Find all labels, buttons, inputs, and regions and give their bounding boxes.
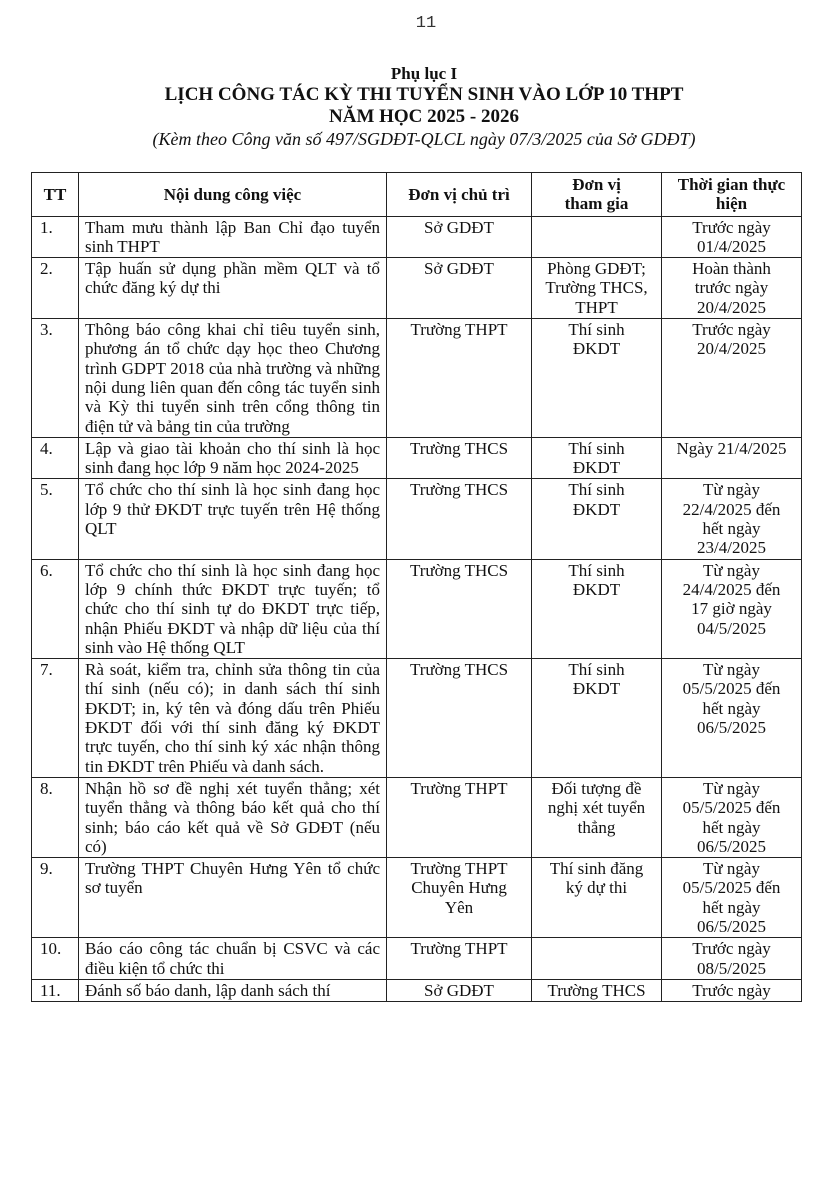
table-row [32,659,802,778]
organizer-cell: Trường THCS [387,659,532,778]
time-cell: Từ ngày 22/4/2025 đến hết ngày 23/4/2025 [662,479,802,559]
organizer-cell: Sở GDĐT [387,216,532,258]
column-header-tt: TT [32,173,79,217]
table-row [32,258,802,319]
time-cell: Từ ngày 05/5/2025 đến hết ngày 06/5/2025 [662,858,802,938]
schedule-table [31,172,802,1002]
organizer-cell: Trường THCS [387,559,532,658]
task-content-cell: Thông báo công khai chỉ tiêu tuyển sinh, phương án tổ chức dạy học theo Chương trình GDPT 2018 của nhà trường và những nội dung liên quan đến công tác tuyển sinh và Kỳ thi tuyển sinh trên cổng thông tin điện tử và bảng tin của trường [79,319,387,438]
table-row [32,938,802,980]
row-number-cell: 9. [32,858,79,938]
row-number-cell: 6. [32,559,79,658]
participants-cell: Thí sinh ĐKDT [532,659,662,778]
participants-cell [532,938,662,980]
task-content-cell: Tổ chức cho thí sinh là học sinh đang học lớp 9 chính thức ĐKDT trực tuyến; tổ chức cho thí sinh tự do ĐKDT trực tiếp, nhận Phiếu ĐKDT và nhập dữ liệu của thí sinh vào Hệ thống QLT [79,559,387,658]
participants-cell: Trường THCS [532,979,662,1001]
row-number-cell: 4. [32,437,79,479]
organizer-cell: Trường THPT [387,777,532,857]
organizer-cell: Trường THPT Chuyên Hưng Yên [387,858,532,938]
time-cell: Trước ngày 20/4/2025 [662,319,802,438]
table-row [32,777,802,857]
organizer-cell: Trường THCS [387,437,532,479]
column-header-content: Nội dung công việc [79,173,387,217]
task-content-cell: Nhận hồ sơ đề nghị xét tuyển thẳng; xét tuyển thẳng và thông báo kết quả cho thí sinh; báo cáo kết quả về Sở GDĐT (nếu có) [79,777,387,857]
organizer-cell: Sở GDĐT [387,979,532,1001]
table-row [32,979,802,1001]
task-content-cell: Tổ chức cho thí sinh là học sinh đang học lớp 9 thử ĐKDT trực tuyến trên Hệ thống QLT [79,479,387,559]
task-content-cell: Rà soát, kiểm tra, chỉnh sửa thông tin của thí sinh (nếu có); in danh sách thí sinh ĐKDT; in, ký tên và đóng dấu trên Phiếu ĐKDT đối với thí sinh đăng ký ĐKDT trực tuyến, cho thí sinh ký xác nhận thông tin ĐKDT trên Phiếu và danh sách. [79,659,387,778]
time-cell: Từ ngày 05/5/2025 đến hết ngày 06/5/2025 [662,777,802,857]
row-number-cell: 11. [32,979,79,1001]
column-header-organizer: Đơn vị chủ trì [387,173,532,217]
row-number-cell: 1. [32,216,79,258]
document-header [0,64,832,150]
row-number-cell: 10. [32,938,79,980]
participants-cell: Thí sinh đăng ký dự thi [532,858,662,938]
document-reference: (Kèm theo Công văn số 497/SGDĐT-QLCL ngày 07/3/2025 của Sở GDĐT) [152,129,696,149]
table-row [32,559,802,658]
task-content-cell: Đánh số báo danh, lập danh sách thí [79,979,387,1001]
time-cell: Trước ngày 01/4/2025 [662,216,802,258]
participants-cell: Thí sinh ĐKDT [532,319,662,438]
organizer-cell: Trường THPT [387,319,532,438]
row-number-cell: 8. [32,777,79,857]
time-cell: Trước ngày [662,979,802,1001]
participants-cell [532,216,662,258]
table-row [32,216,802,258]
participants-cell: Phòng GDĐT; Trường THCS, THPT [532,258,662,319]
time-cell: Hoàn thành trước ngày 20/4/2025 [662,258,802,319]
table-header-row [32,173,802,217]
page-number: 11 [415,14,437,33]
row-number-cell: 5. [32,479,79,559]
participants-cell: Thí sinh ĐKDT [532,437,662,479]
task-content-cell: Tham mưu thành lập Ban Chỉ đạo tuyển sinh THPT [79,216,387,258]
participants-cell: Thí sinh ĐKDT [532,559,662,658]
table-row [32,858,802,938]
participants-cell: Đối tượng đề nghị xét tuyển thẳng [532,777,662,857]
task-content-cell: Trường THPT Chuyên Hưng Yên tổ chức sơ tuyển [79,858,387,938]
time-cell: Trước ngày 08/5/2025 [662,938,802,980]
organizer-cell: Trường THCS [387,479,532,559]
time-cell: Từ ngày 24/4/2025 đến 17 giờ ngày 04/5/2025 [662,559,802,658]
participants-cell: Thí sinh ĐKDT [532,479,662,559]
school-year: NĂM HỌC 2025 - 2026 [329,106,519,127]
row-number-cell: 2. [32,258,79,319]
row-number-cell: 3. [32,319,79,438]
document-title: LỊCH CÔNG TÁC KỲ THI TUYỂN SINH VÀO LỚP 10 THPT [164,84,684,105]
task-content-cell: Báo cáo công tác chuẩn bị CSVC và các điều kiện tổ chức thi [79,938,387,980]
appendix-label: Phụ lục I [390,64,458,83]
organizer-cell: Sở GDĐT [387,258,532,319]
table-row [32,437,802,479]
column-header-participants: Đơn vị tham gia [532,173,662,217]
table-row [32,319,802,438]
time-cell: Từ ngày 05/5/2025 đến hết ngày 06/5/2025 [662,659,802,778]
organizer-cell: Trường THPT [387,938,532,980]
row-number-cell: 7. [32,659,79,778]
time-cell: Ngày 21/4/2025 [662,437,802,479]
column-header-time: Thời gian thực hiện [662,173,802,217]
table-row [32,479,802,559]
task-content-cell: Lập và giao tài khoản cho thí sinh là học sinh đang học lớp 9 năm học 2024-2025 [79,437,387,479]
task-content-cell: Tập huấn sử dụng phần mềm QLT và tổ chức đăng ký dự thi [79,258,387,319]
